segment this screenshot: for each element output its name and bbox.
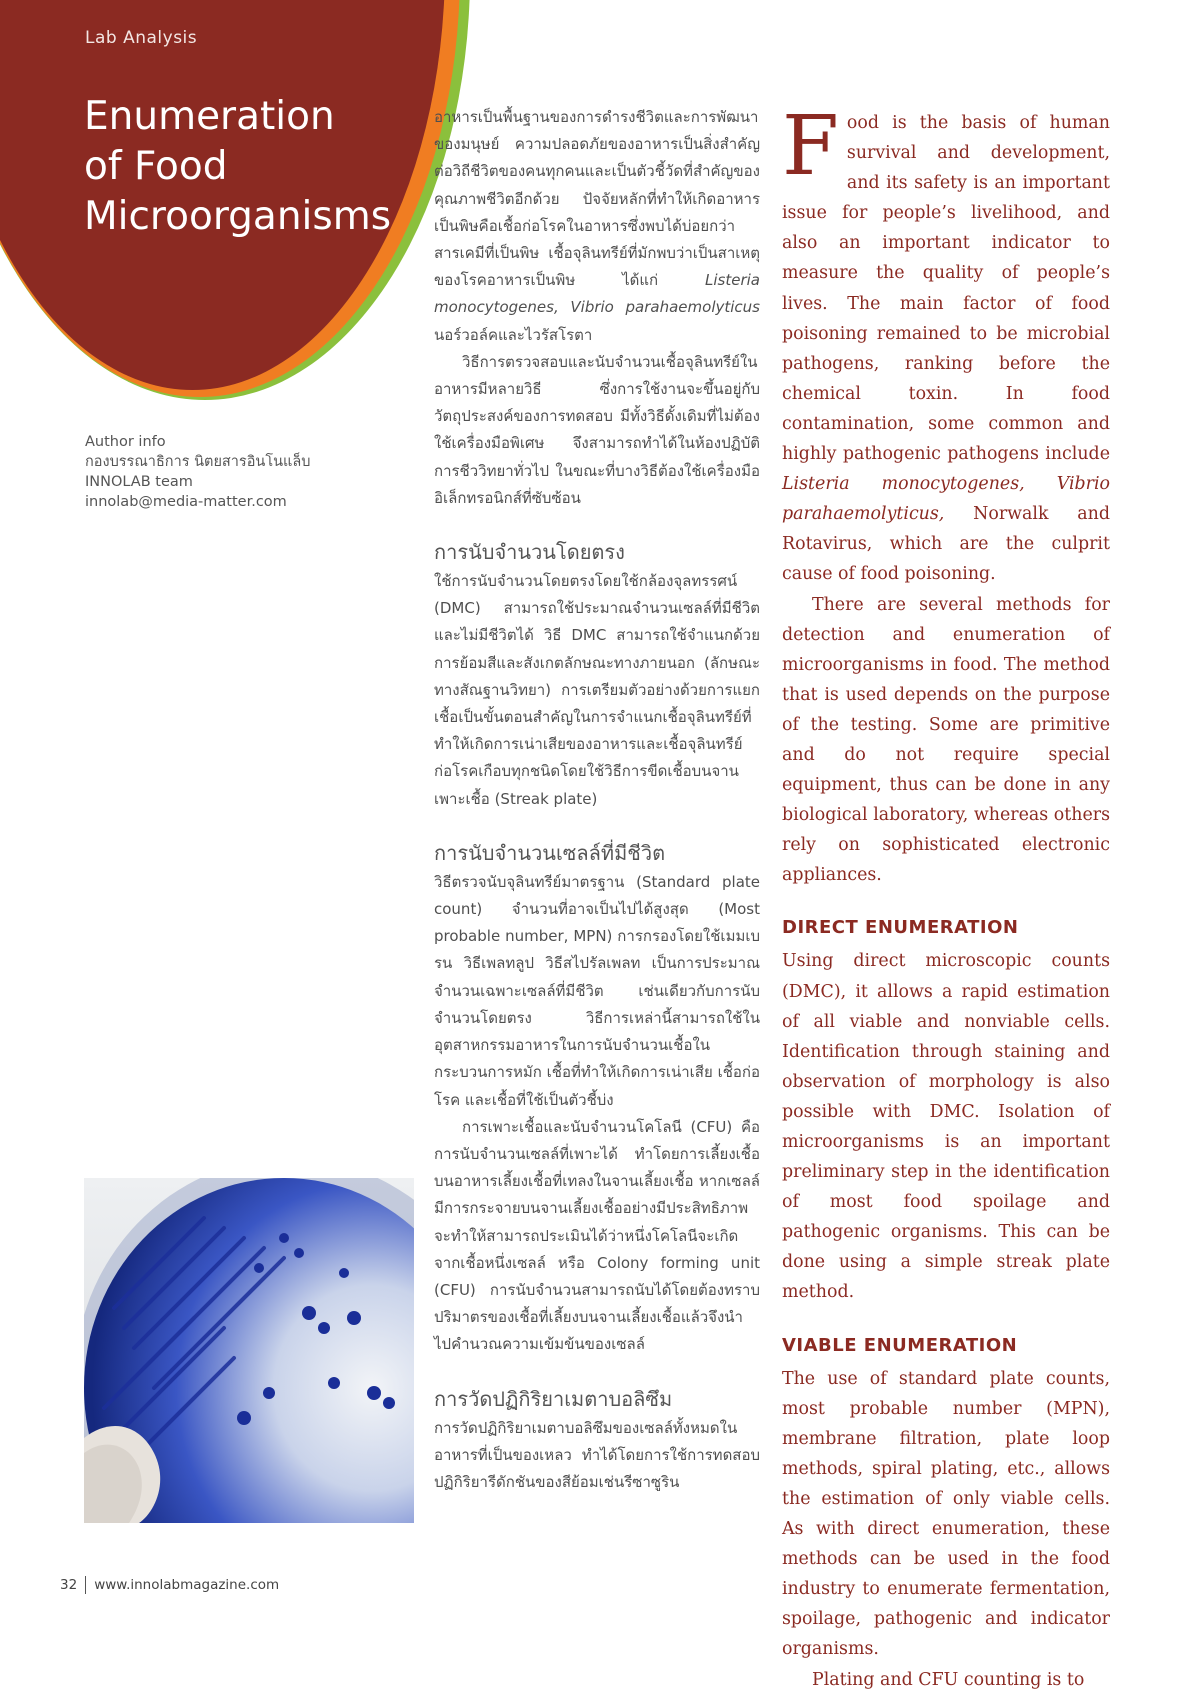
english-intro-paragraph: Food is the basis of human survival and development, and its safety is an important issue for people’s livelihood, and also an important indicator to measure the quality of people’s lives. The main factor of food poisoning remained to be microbial pathogens, ranking before the chemical toxin. In food contamination, some common and highly pathogenic pathogens include Listeria monocytogenes, Vibrio parahaemolyticus, Norwalk and Rotavirus, which are the culprit cause of food poisoning. xyxy=(782,99,1110,585)
thai-heading-viable: การนับจำนวนเซลล์ที่มีชีวิต xyxy=(434,840,666,865)
thai-paragraph: การวัดปฏิกิริยาเมตาบอลิซึมของเซลล์ทั้งหมดในอาหารที่เป็นของเหลว ทำได้โดยการใช้การทดสอบปฏิกิริยารีดักชันของสีย้อมเช่นรีซาซูริน xyxy=(434,1418,760,1491)
english-paragraph: Plating and CFU counting is to xyxy=(812,1669,1085,1690)
thai-article-column xyxy=(434,104,760,1496)
author-info xyxy=(85,432,375,512)
thai-paragraph: วิธีตรวจนับจุลินทรีย์มาตรฐาน (Standard plate count) จำนวนที่อาจเป็นไปได้สูงสุด (Most probable number, MPN) การกรองโดยใช้เมมเบรน วิธีเพลทลูป วิธีสไปรัลเพลท เป็นการประมาณจำนวนเฉพาะเซลล์ที่มีชีวิต เช่นเดียวกับการนับจำนวนโดยตรง วิธีการเหล่านี้สามารถใช้ในอุตสาหกรรมอาหารในการนับจำนวนเชื้อในกระบวนการหมัก เชื้อที่ทำให้เกิดการเน่าเสีย เชื้อก่อโรค และเชื้อที่ใช้เป็นตัวชี้บ่ง xyxy=(434,872,760,1109)
thai-heading-metabolic: การวัดปฏิกิริยาเมตาบอลิซึม xyxy=(434,1386,673,1411)
footer-divider xyxy=(85,1576,86,1594)
petri-dish-illustration xyxy=(84,1178,414,1523)
page-number: 32 xyxy=(60,1577,78,1593)
article-title xyxy=(84,92,414,242)
section-label: Lab Analysis xyxy=(85,28,198,48)
drop-cap: F xyxy=(782,99,839,194)
author-heading: Author info xyxy=(85,434,166,450)
english-article-column xyxy=(782,99,1110,1695)
thai-heading-direct: การนับจำนวนโดยตรง xyxy=(434,540,625,565)
thai-paragraph: ใช้การนับจำนวนโดยตรงโดยใช้กล้องจุลทรรศน์ (DMC) สามารถใช้ประมาณจำนวนเซลล์ที่มีชีวิตและไม่มีชีวิตได้ วิธี DMC สามารถใช้จำแนกด้วยการย้อมสีและสังเกตลักษณะทางภายนอก (ลักษณะทางสัณฐานวิทยา) การเตรียมตัวอย่างด้วยการแยกเชื้อเป็นขั้นตอนสำคัญในการจำแนกเชื้อจุลินทรีย์ที่ทำให้เกิดการเน่าเสียของอาหารและเชื้อจุลินทรีย์ก่อโรคเกือบทุกชนิดโดยใช้วิธีการขีดเชื้อบนจานเพาะเชื้อ (Streak plate) xyxy=(434,572,760,808)
english-paragraph: There are several methods for detection and enumeration of microorganisms in food. The method that is used depends on the purpose of the testing. Some are primitive and do not require special equipment, thus can be done in any biological laboratory, whereas others rely on sophisticated electronic appliances. xyxy=(782,594,1110,886)
english-paragraph: Using direct microscopic counts (DMC), it allows a rapid estimation of all viable and nonviable cells. Identification through staining and observation of morphology is also possible with DMC. Isolation of microorganisms is an important preliminary step in the identification of most food spoilage and pathogenic organisms. This can be done using a simple streak plate method. xyxy=(782,951,1110,1303)
petri-dish-photo xyxy=(84,1178,414,1523)
title-line: Microorganisms xyxy=(84,194,392,239)
thai-paragraph: วิธีการตรวจสอบและนับจำนวนเชื้อจุลินทรีย์ในอาหารมีหลายวิธี ซึ่งการใช้งานจะขึ้นอยู่กับวัตถุประสงค์ของการทดสอบ มีทั้งวิธีดั้งเดิมที่ไม่ต้องใช้เครื่องมือพิเศษ จึงสามารถทำได้ในห้องปฏิบัติการชีววิทยาทั่วไป ในขณะที่บางวิธีต้องใช้เครื่องมืออิเล็กทรอนิกส์ที่ซับซ้อน xyxy=(434,352,760,507)
thai-paragraph: การเพาะเชื้อและนับจำนวนโคโลนี (CFU) คือ การนับจำนวนเซลล์ที่เพาะได้ ทำโดยการเลี้ยงเชื้อบนอาหารเลี้ยงเชื้อที่เทลงในจานเลี้ยงเชื้อ หากเซลล์มีการกระจายบนจานเลี้ยงเชื้ออย่างมีประสิทธิภาพจะทำให้สามารถประเมินได้ว่าหนึ่งโคโลนีจะเกิดจากเชื้อหนึ่งเซลล์ หรือ Colony forming unit (CFU) การนับจำนวนสามารถนับได้โดยต้องทราบปริมาตรของเชื้อที่เลี้ยงบนจานเลี้ยงเชื้อแล้วจึงนำไปคำนวณความเข้มข้นของเซลล์ xyxy=(434,1117,760,1354)
title-line: of Food xyxy=(84,144,228,189)
heading-direct-enumeration: DIRECT ENUMERATION xyxy=(782,917,1019,939)
author-email[interactable]: innolab@media-matter.com xyxy=(85,494,287,510)
species-names: Listeria monocytogenes, Vibrio parahaemolyticus, xyxy=(782,474,1110,525)
author-editorial: กองบรรณาธิการ นิตยสารอินโนแล็บ xyxy=(85,454,311,470)
english-paragraph: The use of standard plate counts, most probable number (MPN), membrane filtration, plate loop methods, spiral plating, etc., allows the estimation of only viable cells. As with direct enumeration, these methods can be used in the food industry to enumerate fermentation, spoilage, pathogenic and indicator organisms. xyxy=(782,1368,1110,1660)
heading-viable-enumeration: VIABLE ENUMERATION xyxy=(782,1334,1018,1356)
page-footer xyxy=(60,1576,279,1594)
thai-paragraph: อาหารเป็นพื้นฐานของการดำรงชีวิตและการพัฒนาของมนุษย์ ความปลอดภัยของอาหารเป็นสิ่งสำคัญต่อวิถีชีวิตของคนทุกคนและเป็นตัวชี้วัดที่สำคัญของคุณภาพชีวิตอีกด้วย ปัจจัยหลักที่ทำให้เกิดอาหารเป็นพิษคือเชื้อก่อโรคในอาหารซึ่งพบได้บ่อยกว่าสารเคมีที่เป็นพิษ เชื้อจุลินทรีย์ที่มักพบว่าเป็นสาเหตุของโรคอาหารเป็นพิษ ได้แก่ Listeria monocytogenes, Vibrio parahaemolyticus นอร์วอล์คและไวรัสโรตา xyxy=(434,108,760,344)
title-line: Enumeration xyxy=(84,94,335,139)
author-team: INNOLAB team xyxy=(85,474,193,490)
species-names: Listeria monocytogenes, Vibrio parahaemolyticus xyxy=(434,271,760,317)
footer-website[interactable]: www.innolabmagazine.com xyxy=(94,1577,280,1593)
